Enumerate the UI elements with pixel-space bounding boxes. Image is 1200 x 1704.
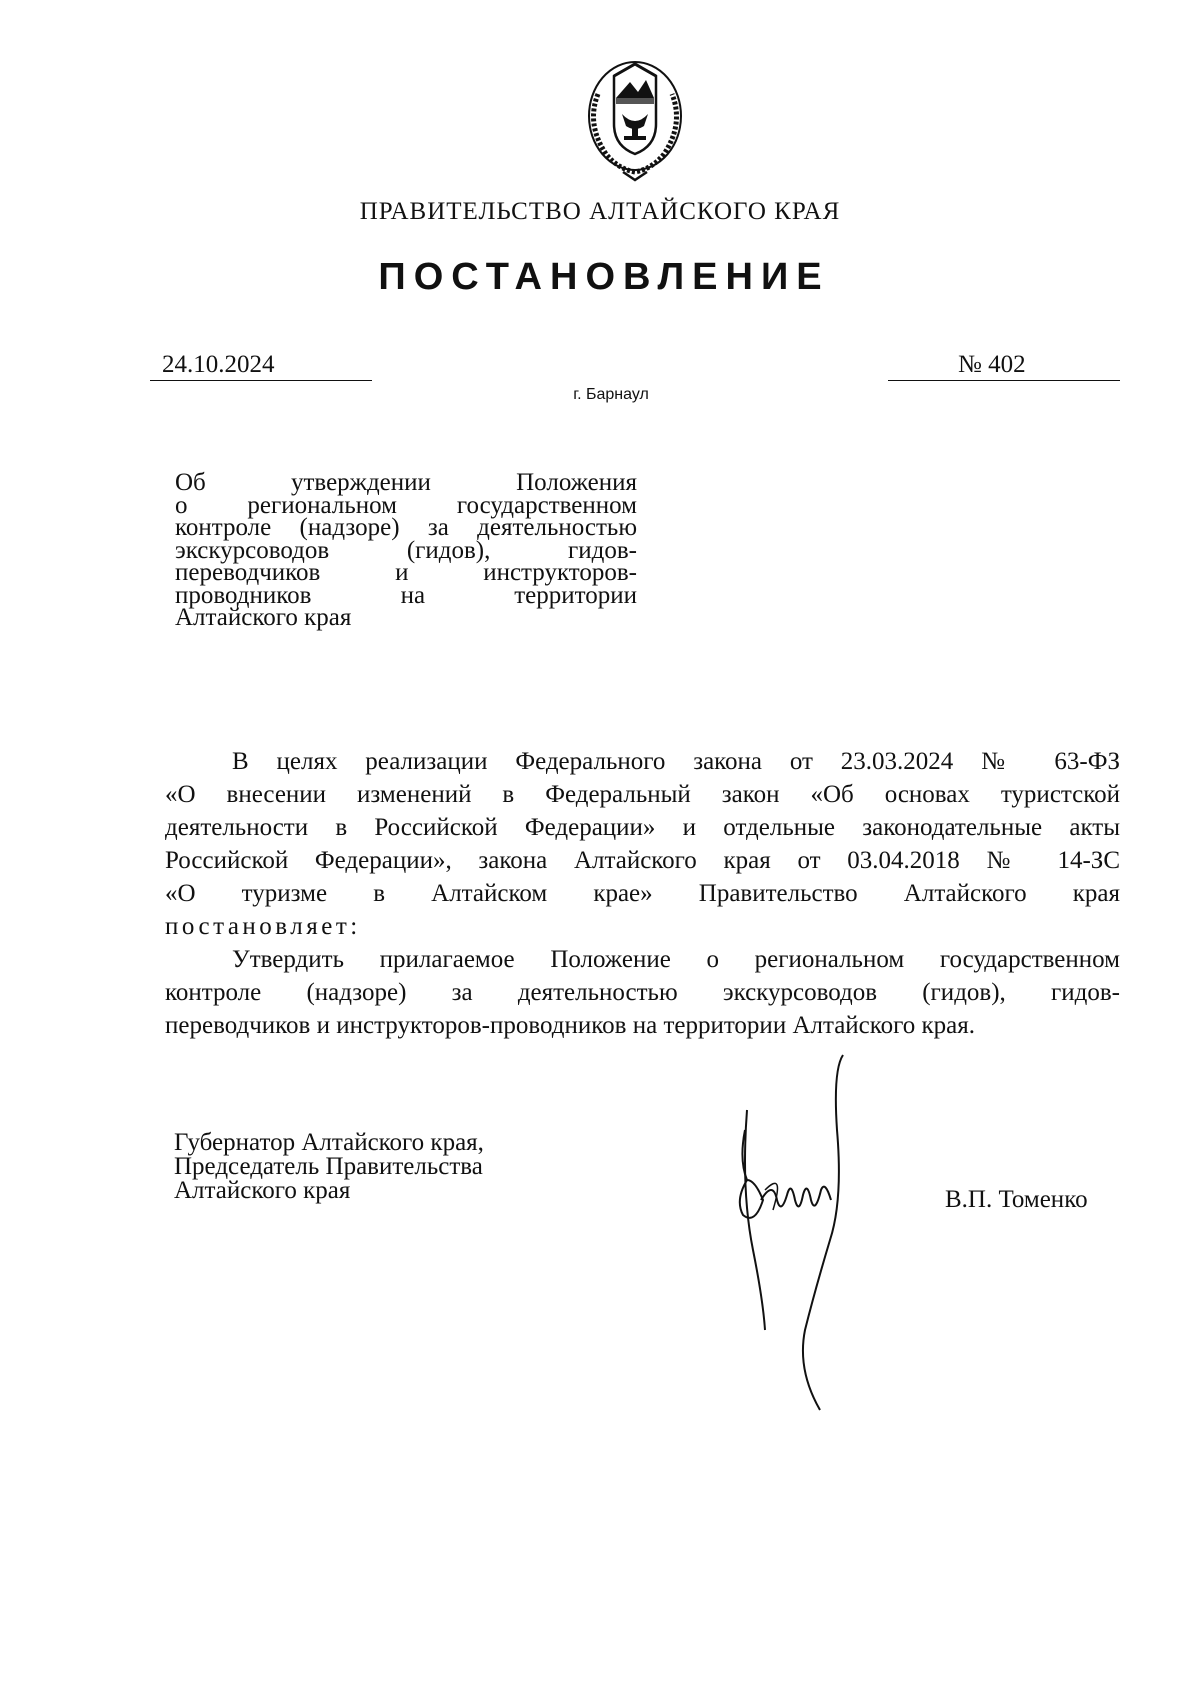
document-city: г. Барнаул <box>573 386 649 403</box>
body-line: деятельности в Российской Федерации» и отдельные законодательные акты <box>165 814 1120 841</box>
signer-position-line: Алтайского края <box>174 1177 351 1204</box>
organization-title: ПРАВИТЕЛЬСТВО АЛТАЙСКОГО КРАЯ <box>359 198 841 225</box>
body-line: контроле (надзоре) за деятельностью экскурсоводов (гидов), гидов- <box>165 979 1120 1006</box>
subject-line: Об утверждении Положения <box>175 469 637 496</box>
subject-line: переводчиков и инструкторов- <box>175 559 637 586</box>
subject-line: контроле (надзоре) за деятельностью <box>175 514 637 541</box>
document-body <box>165 745 1120 1042</box>
coat-of-arms-icon <box>578 54 692 184</box>
handwritten-signature <box>725 1050 865 1420</box>
document-number: № 402 <box>888 350 1120 381</box>
document-subject <box>175 469 637 631</box>
signer-position-line: Председатель Правительства <box>174 1153 483 1180</box>
signer-name: В.П. Томенко <box>945 1186 1088 1213</box>
document-date: 24.10.2024 <box>150 350 372 381</box>
body-line: Утвердить прилагаемое Положение о региональном государственном <box>232 946 1120 973</box>
body-line: В целях реализации Федерального закона от 23.03.2024 № 63-ФЗ <box>232 748 1120 775</box>
subject-line: проводников на территории <box>175 581 637 609</box>
resolves-word: постановляет: <box>165 913 361 940</box>
signer-position-line: Губернатор Алтайского края, <box>174 1129 484 1156</box>
body-line: «О туризме в Алтайском крае» Правительство Алтайского края <box>165 880 1120 907</box>
document-type-title: ПОСТАНОВЛЕНИЕ <box>378 256 830 298</box>
signer-position <box>174 1131 594 1203</box>
body-line: Российской Федерации», закона Алтайского края от 03.04.2018 № 14-ЗС <box>165 847 1120 874</box>
body-line: «О внесении изменений в Федеральный закон «Об основах туристской <box>165 781 1120 808</box>
subject-line: Алтайского края <box>175 604 352 631</box>
subject-line: о региональном государственном <box>175 491 637 519</box>
body-line: переводчиков и инструкторов-проводников на территории Алтайского края. <box>165 1012 976 1039</box>
subject-line: экскурсоводов (гидов), гидов- <box>175 536 637 564</box>
